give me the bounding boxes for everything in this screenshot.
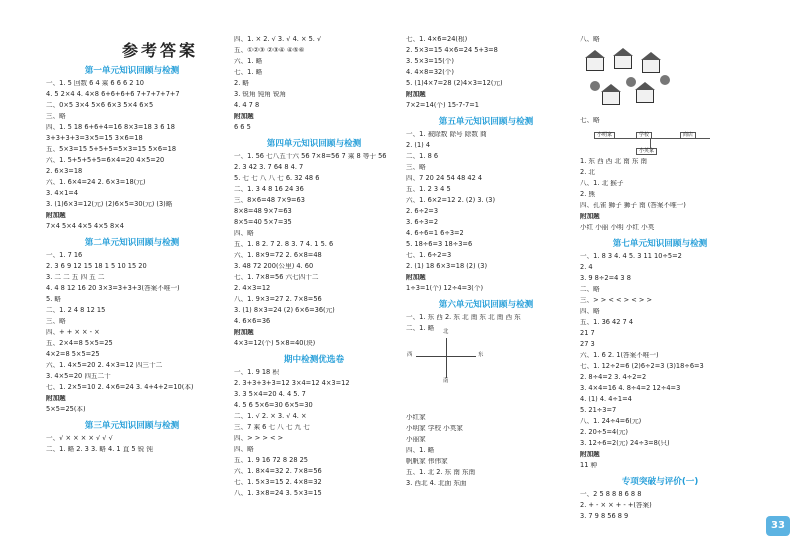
answer-line: 一、1. 东 西 2. 东 北 南 东 北 南 西 东 <box>406 314 521 321</box>
answer-line: 4. 4 8 12 16 20 3×3=3+3+3(答案不唯一) <box>46 285 180 292</box>
answer-line: 附加题 <box>46 395 66 402</box>
compass-diagram <box>406 329 566 414</box>
answer-line: 3. (1) 8×3=24 (2) 6×6=36(元) <box>234 307 335 314</box>
answer-line: 4. 5 6 5×6=30 6×5=30 <box>234 402 313 409</box>
answer-line: 4. 6÷6=1 6÷3=2 <box>406 230 464 237</box>
answer-line: 8×5=40 5×7=35 <box>234 219 292 226</box>
answer-line: 六、1. 6×4=24 2. 6×3=18(元) <box>46 179 146 186</box>
answer-line: 四、1. 略 <box>406 447 435 454</box>
answer-line: 2. 熊 <box>580 191 595 198</box>
answer-line: 八、1. 9×3=27 2. 7×8=56 <box>234 296 322 303</box>
answer-line: 小明家 学校 小英家 <box>406 425 463 432</box>
answer-line: 五、1. 2 3 4 5 <box>406 186 451 193</box>
answer-line: 五、1. 8 2. 7 2. 8 3. 7 4. 1 5. 6 <box>234 241 334 248</box>
answer-line: 二、1. 略 <box>406 325 435 332</box>
answer-line: 4×2=8 5×5=25 <box>46 351 100 358</box>
section-heading: 第四单元知识回顾与检测 <box>266 139 362 149</box>
answer-column-4 <box>580 36 740 524</box>
answer-line: 附加题 <box>580 451 600 458</box>
answer-line: 3. 5×3=15(个) <box>406 58 454 65</box>
answer-line: 五、1. 36 42 7 4 <box>580 319 634 326</box>
answer-line: 附加题 <box>234 329 254 336</box>
map-place-label: 小英家 <box>636 148 657 155</box>
page-title: 参考答案 <box>121 41 198 60</box>
answer-line: 5×5=25(本) <box>46 406 86 413</box>
answer-line: 2. 4 <box>580 264 593 271</box>
answer-line: 二、略 <box>580 286 600 293</box>
answer-line: 小丽家 <box>406 436 426 443</box>
compass-vertical-line <box>446 338 447 378</box>
answer-line: 七、1. 7×8=56 六七四十二 <box>234 274 319 281</box>
compass-east-label: 东 <box>478 352 484 358</box>
answer-line: 27 3 <box>580 341 595 348</box>
answer-line: 2. 3 6 9 12 15 18 1 5 10 15 20 <box>46 263 147 270</box>
answer-line: 四、7 20 24 54 48 42 4 <box>406 175 483 182</box>
section-heading: 第五单元知识回顾与检测 <box>438 117 534 127</box>
answer-line: 3. 9 8÷2=4 3 8 <box>580 275 631 282</box>
answer-line: 八、1. 3×8=24 3. 5×3=15 <box>234 490 322 497</box>
answer-line: 一、√ × × × × √ √ √ <box>46 435 113 442</box>
answer-line: 3. 锐角 钝角 锐角 <box>234 91 287 98</box>
answer-line: 7×4 5×4 4×5 4×5 8×4 <box>46 223 124 230</box>
answer-line: 2. + - × × + - +(答案) <box>580 502 652 509</box>
answer-line: 附加题 <box>406 274 426 281</box>
section-heading: 期中检测优选卷 <box>283 355 345 365</box>
answer-line: 4. 4×8=32(个) <box>406 69 454 76</box>
answer-line: 2. (1) 18 6×3=18 (2) (3) <box>406 263 488 270</box>
answer-line: 5. 18÷6=3 18÷3=6 <box>406 241 473 248</box>
answer-line: 四、> > > < > <box>234 435 284 442</box>
answer-line: 2. (1) 4 <box>406 142 431 149</box>
answer-line: 五、2×4=8 5×5=25 <box>46 340 113 347</box>
answer-line: 一、1. 7 16 <box>46 252 83 259</box>
answer-line: 3. (1)6×3=12(元) (2)6×5=30(元) (3)略 <box>46 201 173 208</box>
route-map <box>580 128 740 158</box>
answer-line: 三、> > < < > < > > <box>580 297 653 304</box>
answer-line: 四、孔雀 狮子 狮子 南 (答案不唯一) <box>580 202 686 209</box>
answer-line: 七、1. 2×5=10 2. 4×6=24 3. 4+4+2=10(本) <box>46 384 194 391</box>
answer-line: 六、1. 5+5+5+5=6×4=20 4×5=20 <box>46 157 165 164</box>
section-heading: 第六单元知识回顾与检测 <box>438 300 534 310</box>
answer-line: 八、1. 北 猴子 <box>580 180 624 187</box>
map-place-label: 小明家 <box>594 132 615 139</box>
house-icon <box>642 59 660 73</box>
answer-line: 2. 6÷2=3 <box>406 208 439 215</box>
answer-line: 2. 20÷5=4(元) <box>580 429 628 436</box>
answer-line: 帆帆家 伟伟家 <box>406 458 448 465</box>
answer-line: 3. 4×4=16 4. 8÷4=2 12÷4=3 <box>580 385 681 392</box>
house-icon <box>636 89 654 103</box>
answer-line: 一、1. 9 18 积 <box>234 369 279 376</box>
answer-line: 7×2=14(个) 15-7-7=1 <box>406 102 479 109</box>
answer-line: 七、1. 12÷2=6 (2)6÷2=3 (3)18÷6=3 <box>580 363 704 370</box>
answer-line: 3. 西北 4. 北面 东面 <box>406 480 467 487</box>
answer-line: 2. 北 <box>580 169 595 176</box>
answer-line: 5. 略 <box>46 296 61 303</box>
answer-line: 附加题 <box>46 212 66 219</box>
answer-line: 3. 4×1=4 <box>46 190 79 197</box>
section-heading: 第二单元知识回顾与检测 <box>84 238 180 248</box>
answer-line: 3. 12÷6=2(元) 24÷3=8(只) <box>580 440 670 447</box>
answer-line: 3. 7 9 8 56 8 9 <box>580 513 629 520</box>
answer-line: 2. 3+3+3+3=12 3×4=12 4×3=12 <box>234 380 350 387</box>
answer-line: 八、略 <box>580 36 600 43</box>
answer-line: 8×8=48 9×7=63 <box>234 208 292 215</box>
answer-line: 三、略 <box>46 113 66 120</box>
answer-line: 2. 5×3=15 4×6=24 5+3=8 <box>406 47 498 54</box>
answer-line: 3. 3 5×4=20 4. 4 5. 7 <box>234 391 306 398</box>
answer-line: 2. 4×3=12 <box>234 285 271 292</box>
answer-line: 五、①②③ ②③④ ④⑤⑥ <box>234 47 305 54</box>
answer-line: 四、略 <box>234 230 254 237</box>
page-number-badge: 33 <box>766 516 790 536</box>
answer-line: 六、1. 6×2=12 2. (2) 3. (3) <box>406 197 496 204</box>
answer-column-1 <box>46 62 218 457</box>
answer-line: 21 7 <box>580 330 595 337</box>
answer-line: 5. 七 七 八 八 七 6. 32 48 6 <box>234 175 320 182</box>
answer-line: 四、略 <box>580 308 600 315</box>
answer-line: 4. 6×6=36 <box>234 318 271 325</box>
answer-line: 2. 3 42 3. 7 64 8 4. 7 <box>234 164 304 171</box>
section-heading: 第一单元知识回顾与检测 <box>84 66 180 76</box>
answer-line: 五、1. 北 2. 东 南 东南 <box>406 469 476 476</box>
compass-south-label: 南 <box>443 378 449 384</box>
answer-line: 附加题 <box>234 113 254 120</box>
house-icon <box>602 91 620 105</box>
compass-north-label: 北 <box>443 329 449 335</box>
answer-line: 七、略 <box>580 117 600 124</box>
answer-column-3 <box>406 36 566 491</box>
answer-line: 三、7 乘 6 七 八 七 九 七 <box>234 424 310 431</box>
answer-line: 六、1. 8×4=32 2. 7×8=56 <box>234 468 322 475</box>
answer-line: 三、8×6=48 7×9=63 <box>234 197 305 204</box>
answer-line: 二、1. 略 2. 3 3. 略 4. 1 直 5 锐 钝 <box>46 446 153 453</box>
answer-line: 一、1. 5 回数 6 4 乘 6 6 6 2 10 <box>46 80 144 87</box>
answer-line: 一、1. 56 七八五十六 56 7×8=56 7 乘 8 等于 56 <box>234 153 387 160</box>
answer-line: 3+3+3+3=3×5=15 3×6=18 <box>46 135 143 142</box>
answer-line: 3. 6÷3=2 <box>406 219 439 226</box>
answer-line: 小红 小丽 小明 小红 小英 <box>580 224 655 231</box>
answer-line: 五、1. 9 16 72 8 28 25 <box>234 457 309 464</box>
answer-line: 六、1. 略 <box>234 58 263 65</box>
answer-line: 七、1. 4×6=24(根) <box>406 36 468 43</box>
answer-line: 七、1. 略 <box>234 69 263 76</box>
answer-line: 4. (1) 4. 4÷1=4 <box>580 396 632 403</box>
answer-line: 3. 二 二 五 四 五 二 <box>46 274 105 281</box>
house-icon <box>614 55 632 69</box>
map-place-label: 商店 <box>680 132 696 139</box>
compass-west-label: 西 <box>407 352 413 358</box>
answer-line: 2. 6×3=18 <box>46 168 83 175</box>
answer-line: 4. 5 2×4 4. 4×8 6+6+6+6 7+7+7+7+7 <box>46 91 180 98</box>
section-heading: 第三单元知识回顾与检测 <box>84 421 180 431</box>
tree-icon <box>660 75 670 85</box>
answer-line: 六、1. 8×9=72 2. 6×8=48 <box>234 252 322 259</box>
answer-line: 七、1. 6÷2=3 <box>406 252 452 259</box>
answer-line: 一、1. 8 3 4. 4 5. 3 11 10÷5=2 <box>580 253 682 260</box>
answer-line: 4×3=12(个) 5×8=40(块) <box>234 340 316 347</box>
answer-line: 5. (1)4×7=28 (2)4×3=12(元) <box>406 80 503 87</box>
answer-column-2 <box>234 36 394 501</box>
answer-line: 1÷3=1(个) 12÷4=3(个) <box>406 285 484 292</box>
answer-line: 11 种 <box>580 462 598 469</box>
answer-line: 六、1. 6 2. 1(答案不唯一) <box>580 352 659 359</box>
answer-line: 1. 东 西 西 北 南 东 南 <box>580 158 648 165</box>
answer-line: 三、略 <box>406 164 426 171</box>
answer-line: 四、1. 5 18 6+6+4=16 8×3=18 3 6 18 <box>46 124 175 131</box>
answer-line: 4. 4 7 8 <box>234 102 260 109</box>
map-place-label: 学校 <box>636 132 652 139</box>
answer-line: 2. 8÷4=2 3. 4÷2=2 <box>580 374 647 381</box>
answer-line: 5. 21÷3=7 <box>580 407 617 414</box>
section-heading: 专项突破与评价(一) <box>621 477 699 487</box>
answer-line: 二、1. √ 2. × 3. √ 4. × <box>234 413 307 420</box>
answer-line: 六、1. 4×5=20 2. 4×3=12 四三十二 <box>46 362 163 369</box>
answer-line: 3. 4×5=20 四五二十 <box>46 373 111 380</box>
answer-line: 6 6 5 <box>234 124 251 131</box>
answer-line: 二、1. 3 4 8 16 24 36 <box>234 186 304 193</box>
answer-line: 附加题 <box>580 213 600 220</box>
house-icon <box>586 57 604 71</box>
answer-line: 一、1. 被除数 除号 除数 商 <box>406 131 487 138</box>
answer-line: 七、1. 5×3=15 2. 4×8=32 <box>234 479 322 486</box>
answer-line: 3. 48 72 200(公里) 4. 60 <box>234 263 314 270</box>
answer-line: 二、1. 2 4 8 12 15 <box>46 307 106 314</box>
answer-line: 四、略 <box>234 446 254 453</box>
answer-line: 一、2 5 8 8 8 6 8 8 <box>580 491 642 498</box>
answer-line: 二、0×5 3×4 5×6 6×3 5×4 6×5 <box>46 102 154 109</box>
answer-line: 四、1. × 2. √ 3. √ 4. × 5. √ <box>234 36 322 43</box>
answer-line: 五、5×3=15 5+5+5=5×3=15 5×6=18 <box>46 146 177 153</box>
map-picture <box>580 47 740 117</box>
answer-line: 二、1. 8 6 <box>406 153 439 160</box>
tree-icon <box>590 81 600 91</box>
answer-line: 2. 略 <box>234 80 249 87</box>
answer-line: 八、1. 24÷4=6(元) <box>580 418 642 425</box>
answer-line: 三、略 <box>46 318 66 325</box>
answer-line: 附加题 <box>406 91 426 98</box>
tree-icon <box>626 77 636 87</box>
section-heading: 第七单元知识回顾与检测 <box>612 239 708 249</box>
answer-line: 四、+ + × × - × <box>46 329 100 336</box>
answer-line: 小红家 <box>406 414 426 421</box>
